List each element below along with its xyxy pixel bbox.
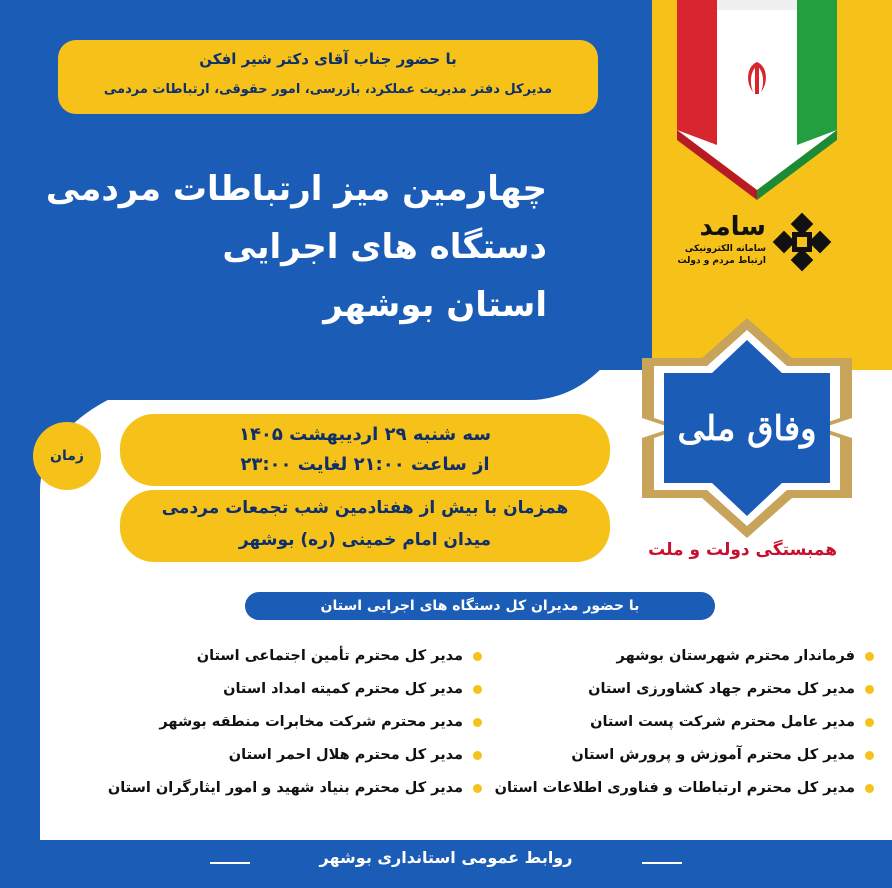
title-line-2: دستگاه های اجرایی [222, 227, 547, 267]
attendees-right-list [495, 640, 874, 805]
event-location: میدان امام خمینی (ره) بوشهر [238, 530, 492, 550]
title-line-1: چهارمین میز ارتباطات مردمی [45, 169, 547, 209]
bullet-icon [473, 718, 482, 727]
iran-flag-icon [677, 0, 837, 200]
bullet-icon [473, 751, 482, 760]
guest-line: با حضور جناب آقای دکتر شیر افکن [199, 50, 457, 68]
samad-logo [672, 212, 832, 272]
list-item: مدیر کل محترم تأمین اجتماعی استان [108, 640, 482, 673]
bullet-icon [473, 685, 482, 694]
list-item: مدیر عامل محترم شرکت پست استان [495, 706, 874, 739]
list-item: مدیر کل محترم آموزش و پرورش استان [495, 739, 874, 772]
bullet-icon [865, 718, 874, 727]
bullet-icon [473, 784, 482, 793]
motto-text: همبستگی دولت و ملت [648, 540, 837, 560]
samad-subtitle-2: ارتباط مردم و دولت [677, 256, 766, 266]
badge-text: وفاق ملی [677, 409, 817, 449]
list-item: فرماندار محترم شهرستان بوشهر [495, 640, 874, 673]
samad-subtitle-1: سامانه الکترونیکی [684, 244, 766, 254]
list-item: مدیر کل محترم بنیاد شهید و امور ایثارگران استان [108, 772, 482, 805]
bullet-icon [473, 652, 482, 661]
list-item: مدیر کل محترم هلال احمر استان [108, 739, 482, 772]
event-concurrent: همزمان با بیش از هفتادمین شب تجمعات مردمی [161, 498, 569, 518]
event-location-pill [120, 490, 610, 562]
event-hours: از ساعت ۲۱:۰۰ لغایت ۲۳:۰۰ [240, 454, 490, 475]
samad-emblem-icon [772, 212, 832, 272]
attendees-left-list [108, 640, 482, 805]
title-line-3: استان بوشهر [323, 285, 547, 325]
attendees-heading: با حضور مدیران کل دستگاه های اجرایی استان [245, 592, 715, 620]
time-label: زمان [50, 448, 84, 464]
bullet-icon [865, 751, 874, 760]
guest-title: مدیرکل دفتر مدیریت عملکرد، بازرسی، امور حقوقی، ارتباطات مردمی [103, 82, 553, 97]
event-date: سه شنبه ۲۹ اردیبهشت ۱۴۰۵ [238, 424, 492, 445]
list-item: مدیر محترم شرکت مخابرات منطقه بوشهر [108, 706, 482, 739]
date-pill [120, 414, 610, 486]
list-item: مدیر کل محترم جهاد کشاورزی استان [495, 673, 874, 706]
footer-text: روابط عمومی استانداری بوشهر [319, 848, 573, 867]
bullet-icon [865, 652, 874, 661]
vefagh-melli-badge [642, 318, 852, 538]
bullet-icon [865, 685, 874, 694]
guest-box [58, 40, 598, 114]
samad-name: سامد [699, 212, 766, 242]
time-label-circle [33, 422, 101, 490]
list-item: مدیر کل محترم ارتباطات و فناوری اطلاعات استان [495, 772, 874, 805]
list-item: مدیر کل محترم کمیته امداد استان [108, 673, 482, 706]
bullet-icon [865, 784, 874, 793]
